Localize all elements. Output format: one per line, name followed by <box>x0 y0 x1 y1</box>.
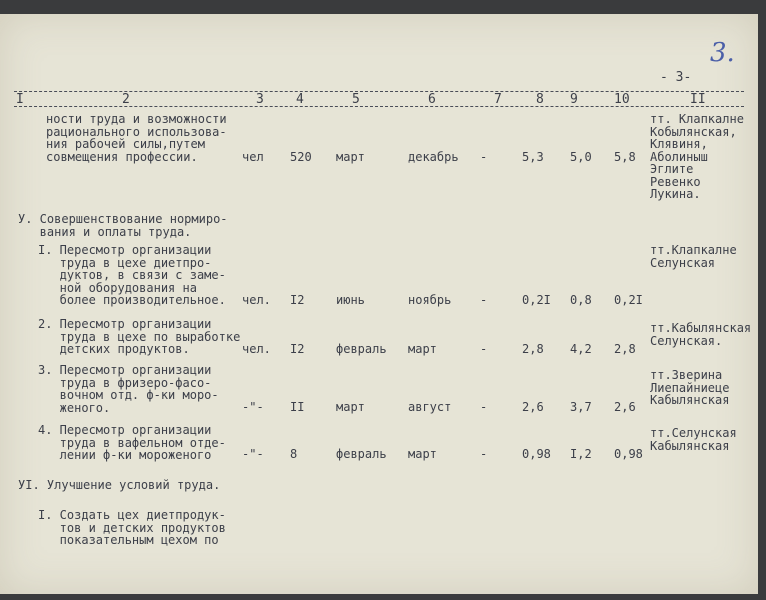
item3-responsible: тт.Зверина Лиепайниеце Кабылянская <box>650 368 730 407</box>
item1-responsible: тт.Клапкалне Селунская <box>650 243 737 270</box>
item2-col8: 2,8 <box>522 342 544 356</box>
row0-unit: чел <box>242 150 264 164</box>
row0-col8: 5,3 <box>522 150 544 164</box>
item4-text: 4. Пересмотр организации труда в вафельном отде- лении ф-ки мороженого <box>38 423 226 462</box>
item3-unit: -"- <box>242 400 264 414</box>
section-5-heading: У. Совершенствование нормиро- вания и оплаты труда. <box>18 212 228 239</box>
col-header-7: 7 <box>494 92 502 107</box>
item3-col6: август <box>408 400 452 414</box>
col-header-6: 6 <box>428 92 436 107</box>
col-header-5: 5 <box>352 92 360 107</box>
item4-col10: 0,98 <box>614 447 643 461</box>
handwritten-page-number: 3. <box>710 38 735 68</box>
col-header-11: II <box>690 92 706 107</box>
row0-col7: - <box>480 150 488 164</box>
item1-text: I. Пересмотр организации труда в цехе диетпро- дуктов, в связи с заме- ной оборудования на более производительное. <box>38 243 226 307</box>
col-header-2: 2 <box>122 92 130 107</box>
item2-col4: I2 <box>290 342 305 356</box>
item2-text: 2. Пересмотр организации труда в цехе по выработке детских продуктов. <box>38 317 241 356</box>
row0-col5: март <box>336 150 365 164</box>
item1-col5: июнь <box>336 293 365 307</box>
item1-col8: 0,2I <box>522 293 551 307</box>
col-header-3: 3 <box>256 92 264 107</box>
col-header-10: 10 <box>614 92 630 107</box>
item1-col9: 0,8 <box>570 293 592 307</box>
typed-page-number: - 3- <box>660 70 692 85</box>
item3-col10: 2,6 <box>614 400 636 414</box>
section-6-heading: УI. Улучшение условий труда. <box>18 478 221 492</box>
item4-col5: февраль <box>336 447 387 461</box>
item2-col6: март <box>408 342 437 356</box>
row0-col6: декабрь <box>408 150 459 164</box>
item4-col8: 0,98 <box>522 447 551 461</box>
item1-col4: I2 <box>290 293 305 307</box>
row0-col10: 5,8 <box>614 150 636 164</box>
item4-col6: март <box>408 447 437 461</box>
item3-col8: 2,6 <box>522 400 544 414</box>
row0-col9: 5,0 <box>570 150 592 164</box>
col-header-9: 9 <box>570 92 578 107</box>
item4-col9: I,2 <box>570 447 592 461</box>
item2-responsible: тт.Кабылянская Селунская. <box>650 321 752 348</box>
header-rule-bottom <box>14 106 744 107</box>
item4-responsible: тт.Селунская Кабылянская <box>650 426 737 453</box>
item3-col5: март <box>336 400 365 414</box>
item1-col7: - <box>480 293 488 307</box>
col-header-1: I <box>16 92 24 107</box>
item3-text: 3. Пересмотр организации труда в фризеро-фасо- вочном отд. ф-ки моро- женого. <box>38 363 219 415</box>
item4-unit: -"- <box>242 447 264 461</box>
item4-col7: - <box>480 447 488 461</box>
item1-unit: чел. <box>242 293 271 307</box>
item4-col4: 8 <box>290 447 298 461</box>
item2-col7: - <box>480 342 488 356</box>
item2-unit: чел. <box>242 342 271 356</box>
item1-col10: 0,2I <box>614 293 643 307</box>
row0-text: ности труда и возможности рационального использова- ния рабочей силы,путем совмещения профессии. <box>46 112 227 164</box>
item3-col7: - <box>480 400 488 414</box>
item2-col5: февраль <box>336 342 387 356</box>
item2-col9: 4,2 <box>570 342 592 356</box>
col-header-4: 4 <box>296 92 304 107</box>
item1-col6: ноябрь <box>408 293 452 307</box>
col-header-8: 8 <box>536 92 544 107</box>
item3-col9: 3,7 <box>570 400 592 414</box>
row0-responsible: тт. Клапкалне Кобылянская, Клявиня, Аболиныш Эглите Ревенко Лукина. <box>650 112 744 201</box>
document-page <box>0 14 758 594</box>
row0-col4: 520 <box>290 150 312 164</box>
section-6-item1-text: I. Создать цех диетпродук- тов и детских продуктов показательным цехом по <box>38 508 226 547</box>
item3-col4: II <box>290 400 305 414</box>
item2-col10: 2,8 <box>614 342 636 356</box>
